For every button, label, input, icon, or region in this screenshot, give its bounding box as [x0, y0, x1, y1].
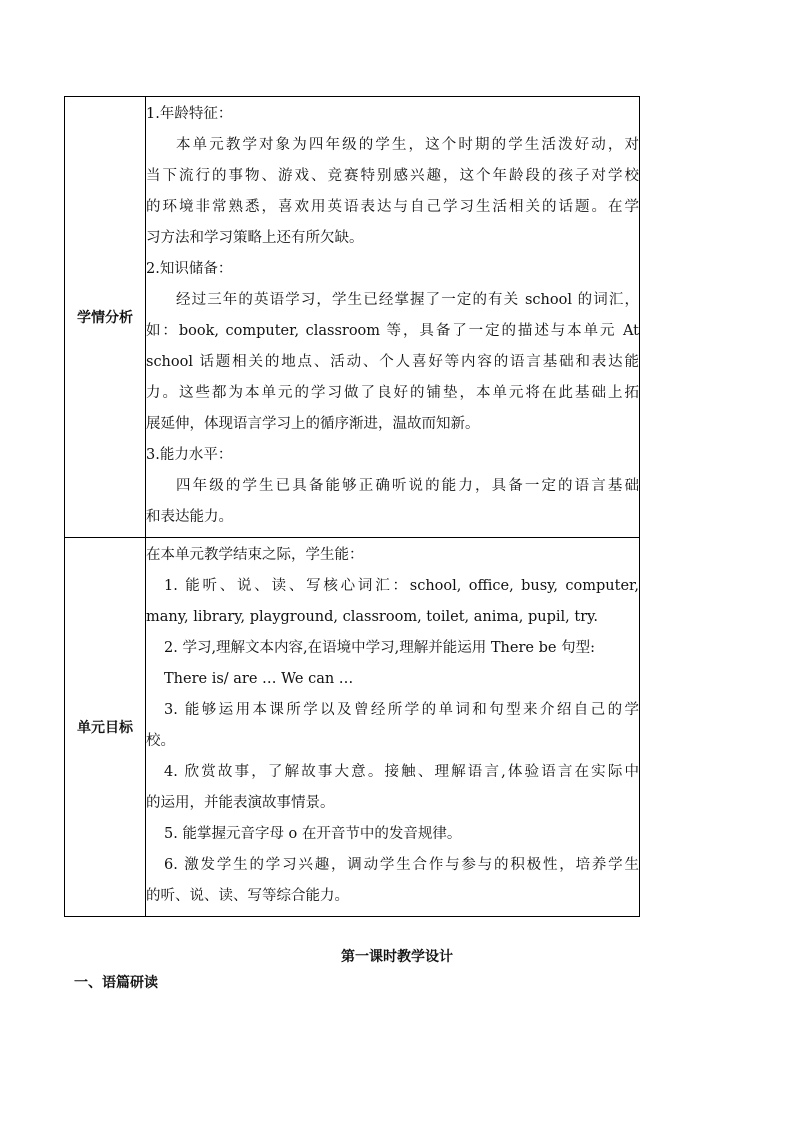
text-line: 和表达能力。 — [146, 509, 233, 525]
text-line: 3. 能够运用本课所学以及曾经所学的单词和句型来介绍自己的学 — [164, 702, 639, 718]
row-label-unit-goals: 单元目标 — [65, 538, 146, 917]
unit-goals-cell — [146, 538, 640, 917]
text-line: 2. 学习,理解文本内容,在语境中学习,理解并能运用 There be 句型: — [164, 640, 595, 656]
table-row — [65, 97, 640, 538]
text-line: many, library, playground, classroom, toilet, anima, pupil, try. — [146, 609, 599, 625]
text-line: 在本单元教学结束之际，学生能： — [146, 547, 364, 563]
student-analysis-cell — [146, 97, 640, 538]
text-line: 当下流行的事物、游戏、竞赛特别感兴趣，这个年龄段的孩子对学校 — [146, 168, 639, 184]
text-line: 如：book, computer, classroom 等，具备了一定的描述与本单元 At — [146, 323, 639, 339]
text-line: school 话题相关的地点、活动、个人喜好等内容的语言基础和表达能 — [146, 354, 639, 370]
text-line: 3.能力水平： — [146, 447, 233, 463]
unit-plan-table — [64, 96, 640, 917]
text-line: 展延伸，体现语言学习上的循序渐进，温故而知新。 — [146, 416, 480, 432]
text-line: 1. 能听、说、读、写核心词汇：school, office, busy, computer, — [164, 578, 639, 594]
text-line: 4. 欣赏故事，了解故事大意。接触、理解语言,体验语言在实际中 — [164, 764, 639, 780]
lesson-title: 第一课时教学设计 — [341, 949, 453, 965]
text-line: 1.年龄特征： — [146, 106, 233, 122]
text-line: 6. 激发学生的学习兴趣，调动学生合作与参与的积极性，培养学生 — [164, 857, 639, 873]
text-line: 2.知识储备： — [146, 261, 233, 277]
text-line: 的听、说、读、写等综合能力。 — [146, 888, 349, 904]
text-line: 的环境非常熟悉，喜欢用英语表达与自己学习生活相关的话题。在学 — [146, 199, 639, 215]
text-line: 力。这些都为本单元的学习做了良好的铺垫，本单元将在此基础上拓 — [146, 385, 639, 401]
text-line: 校。 — [146, 733, 175, 749]
row-label-student-analysis: 学情分析 — [65, 97, 146, 538]
text-line: 经过三年的英语学习，学生已经掌握了一定的有关 school 的词汇， — [176, 292, 639, 308]
text-line: 习方法和学习策略上还有所欠缺。 — [146, 230, 364, 246]
text-line: 的运用，并能表演故事情景。 — [146, 795, 335, 811]
text-line: 5. 能掌握元音字母 o 在开音节中的发音规律。 — [164, 826, 462, 842]
text-line: There is/ are … We can … — [164, 671, 354, 687]
text-line: 本单元教学对象为四年级的学生，这个时期的学生活泼好动，对 — [176, 137, 639, 153]
text-line: 四年级的学生已具备能够正确听说的能力，具备一定的语言基础 — [176, 478, 639, 494]
section-heading: 一、语篇研读 — [74, 975, 158, 991]
table-row — [65, 538, 640, 917]
